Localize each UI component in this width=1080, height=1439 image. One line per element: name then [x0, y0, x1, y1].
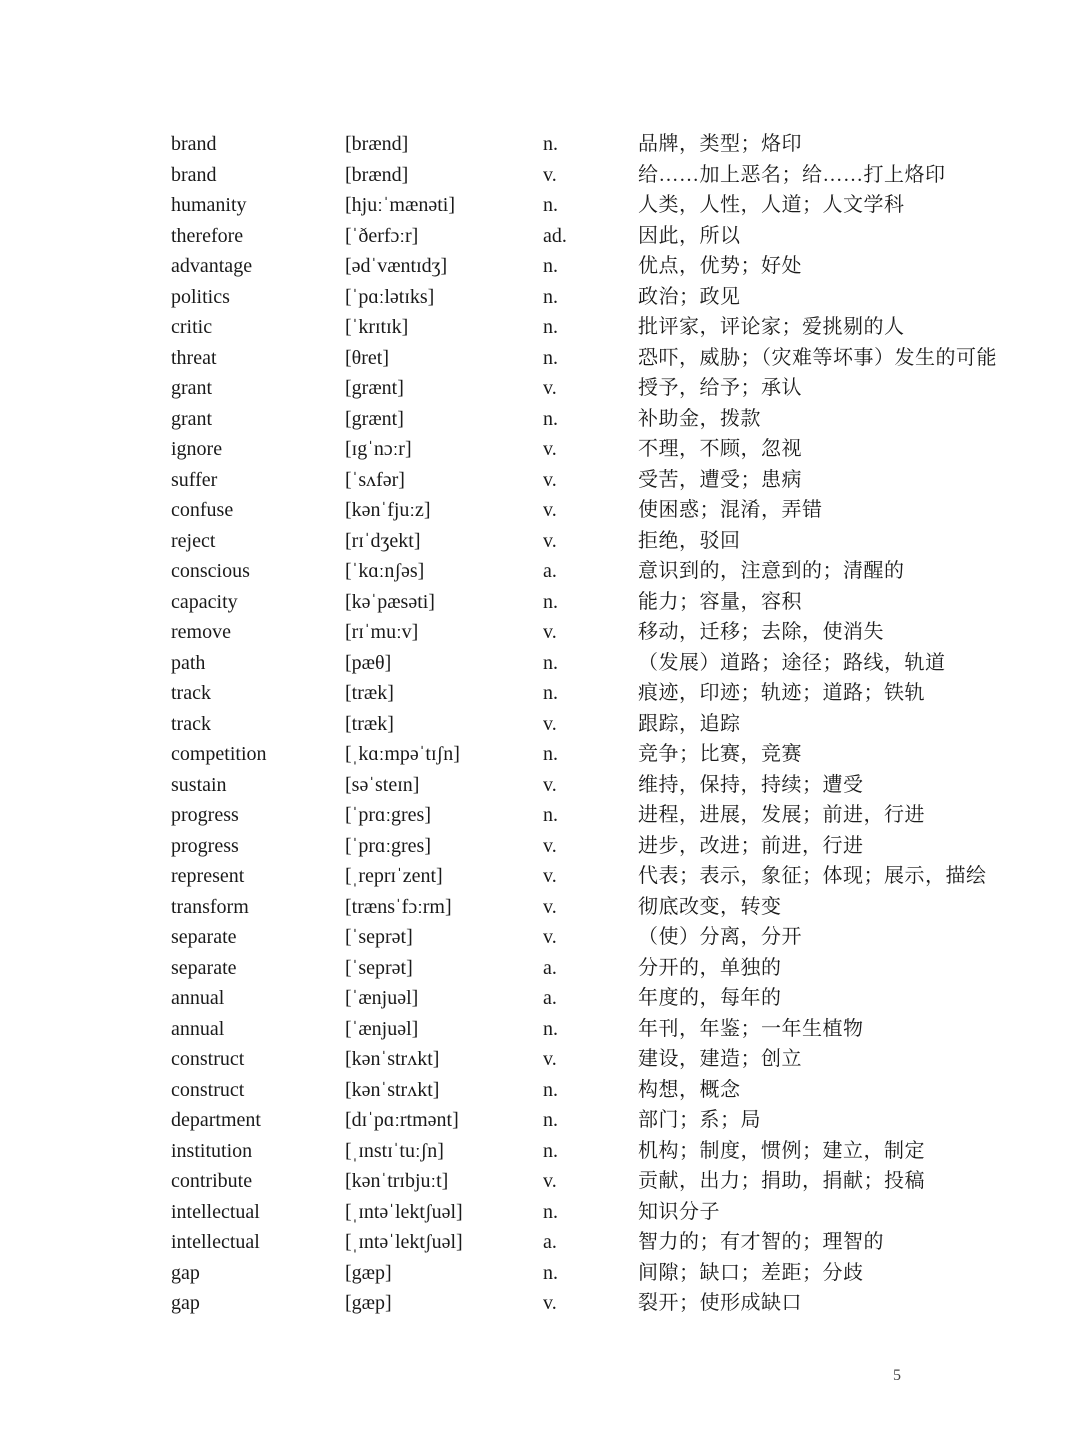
vocab-part-of-speech: a. [543, 987, 557, 1009]
vocab-row [171, 160, 1051, 191]
vocab-meaning: 不理，不顾，忽视 [638, 438, 802, 460]
vocab-phonetic: [səˈsteɪn] [345, 773, 420, 796]
vocab-word: sustain [171, 773, 227, 796]
vocab-part-of-speech: n. [543, 743, 558, 765]
vocab-meaning: 授予，给予；承认 [638, 377, 802, 399]
vocab-phonetic: [ˈkɑːnʃəs] [345, 560, 425, 582]
vocab-word: represent [171, 865, 245, 887]
vocab-word: contribute [171, 1170, 253, 1192]
vocab-row [171, 1197, 1051, 1228]
vocab-part-of-speech: n. [543, 1139, 558, 1162]
vocab-part-of-speech: n. [543, 407, 558, 430]
vocab-phonetic: [ˌɪntəˈlektʃuəl] [345, 1231, 463, 1253]
vocab-part-of-speech: v. [543, 1292, 557, 1314]
vocab-row [171, 526, 1051, 557]
vocab-word: critic [171, 316, 213, 338]
vocab-part-of-speech: n. [543, 316, 558, 338]
vocab-phonetic: [ˈseprət] [345, 956, 413, 979]
vocab-row [171, 770, 1051, 801]
vocab-word: progress [171, 834, 239, 857]
vocab-part-of-speech: n. [543, 651, 558, 674]
vocab-meaning: 贡献，出力；捐助，捐献；投稿 [638, 1170, 925, 1192]
vocab-part-of-speech: v. [543, 621, 557, 643]
vocab-meaning: 间隙；缺口；差距；分歧 [638, 1261, 864, 1284]
vocab-phonetic: [ˌreprɪˈzent] [345, 865, 443, 887]
vocab-row [171, 404, 1051, 435]
vocab-word: suffer [171, 468, 218, 491]
vocab-word: institution [171, 1139, 253, 1162]
vocab-meaning: 政治；政见 [638, 285, 741, 308]
vocab-row [171, 1075, 1051, 1106]
vocab-part-of-speech: a. [543, 1231, 557, 1253]
vocab-meaning: 使困惑；混淆，弄错 [638, 499, 823, 521]
vocabulary-table [171, 129, 1051, 1319]
vocab-meaning: （发展）道路；途径；路线，轨道 [638, 651, 946, 674]
vocab-row [171, 922, 1051, 953]
vocab-word: gap [171, 1261, 200, 1284]
vocab-row [171, 190, 1051, 221]
vocab-part-of-speech: v. [543, 163, 557, 186]
vocab-word: confuse [171, 499, 234, 521]
vocab-row [171, 739, 1051, 770]
vocab-part-of-speech: a. [543, 560, 557, 582]
vocab-word: track [171, 712, 211, 735]
vocab-part-of-speech: n. [543, 1109, 558, 1131]
vocab-row [171, 953, 1051, 984]
vocab-meaning: 部门；系；局 [638, 1109, 761, 1131]
vocab-word: transform [171, 895, 249, 918]
vocab-word: therefore [171, 224, 244, 247]
vocab-part-of-speech: v. [543, 773, 557, 796]
vocab-part-of-speech: v. [543, 1170, 557, 1192]
vocab-phonetic: [ˈænjuəl] [345, 987, 419, 1009]
vocab-part-of-speech: v. [543, 499, 557, 521]
vocab-word: progress [171, 804, 239, 826]
vocab-meaning: 年度的，每年的 [638, 987, 782, 1009]
vocab-phonetic: [trænsˈfɔːrm] [345, 895, 452, 918]
vocab-part-of-speech: v. [543, 834, 557, 857]
vocab-row [171, 709, 1051, 740]
vocab-phonetic: [grænt] [345, 377, 404, 399]
vocab-phonetic: [rɪˈmuːv] [345, 621, 419, 643]
vocab-row [171, 678, 1051, 709]
vocab-phonetic: [pæθ] [345, 651, 392, 674]
vocab-meaning: 恐吓，威胁；（灾难等坏事）发生的可能 [638, 346, 997, 369]
vocab-part-of-speech: n. [543, 194, 558, 216]
vocab-row [171, 373, 1051, 404]
vocab-word: annual [171, 1017, 225, 1040]
vocab-word: separate [171, 956, 237, 979]
vocab-part-of-speech: ad. [543, 224, 567, 247]
vocab-word: annual [171, 987, 225, 1009]
vocab-phonetic: [ˈprɑːgres] [345, 834, 431, 857]
vocab-phonetic: [rɪˈdʒekt] [345, 529, 421, 552]
vocab-phonetic: [grænt] [345, 407, 404, 430]
vocab-phonetic: [kəˈpæsəti] [345, 590, 435, 613]
vocab-phonetic: [ˈprɑːgres] [345, 804, 431, 826]
vocab-meaning: 维持，保持，持续；遭受 [638, 773, 864, 796]
vocab-part-of-speech: n. [543, 1261, 558, 1284]
vocab-row [171, 1166, 1051, 1197]
vocab-meaning: （使）分离，分开 [638, 926, 802, 948]
vocab-word: track [171, 682, 211, 704]
vocab-row [171, 800, 1051, 831]
vocab-row [171, 587, 1051, 618]
vocab-row [171, 1227, 1051, 1258]
vocab-part-of-speech: n. [543, 1017, 558, 1040]
vocab-part-of-speech: n. [543, 133, 558, 155]
vocab-meaning: 代表；表示，象征；体现；展示，描绘 [638, 865, 987, 887]
vocab-word: threat [171, 346, 217, 369]
vocab-word: capacity [171, 590, 238, 613]
vocab-phonetic: [ˈsʌfər] [345, 468, 405, 491]
vocab-row [171, 129, 1051, 160]
vocab-row [171, 1014, 1051, 1045]
vocab-row [171, 1258, 1051, 1289]
vocab-phonetic: [brænd] [345, 133, 409, 155]
vocab-meaning: 裂开；使形成缺口 [638, 1292, 802, 1314]
vocab-word: gap [171, 1292, 200, 1314]
vocab-phonetic: [ˈseprət] [345, 926, 413, 948]
vocab-row [171, 1044, 1051, 1075]
vocab-part-of-speech: n. [543, 346, 558, 369]
vocab-word: brand [171, 163, 217, 186]
vocab-meaning: 机构；制度，惯例；建立，制定 [638, 1139, 925, 1162]
vocab-meaning: 人类，人性，人道；人文学科 [638, 194, 905, 216]
vocab-meaning: 受苦，遭受；患病 [638, 468, 802, 491]
vocab-part-of-speech: v. [543, 865, 557, 887]
vocab-word: ignore [171, 438, 223, 460]
vocab-phonetic: [træk] [345, 712, 394, 735]
vocab-word: construct [171, 1048, 245, 1070]
vocab-meaning: 分开的，单独的 [638, 956, 782, 979]
vocab-part-of-speech: n. [543, 682, 558, 704]
vocab-phonetic: [kənˈstrʌkt] [345, 1078, 440, 1101]
vocab-row [171, 1105, 1051, 1136]
vocab-meaning: 痕迹，印迹；轨迹；道路；铁轨 [638, 682, 925, 704]
vocab-row [171, 861, 1051, 892]
vocab-row [171, 617, 1051, 648]
vocab-part-of-speech: v. [543, 468, 557, 491]
vocab-word: intellectual [171, 1200, 260, 1223]
vocab-meaning: 年刊，年鉴；一年生植物 [638, 1017, 864, 1040]
vocab-part-of-speech: n. [543, 1078, 558, 1101]
vocab-word: reject [171, 529, 216, 552]
vocab-row [171, 1288, 1051, 1319]
vocab-meaning: 批评家，评论家；爱挑剔的人 [638, 316, 905, 338]
vocab-meaning: 能力；容量，容积 [638, 590, 802, 613]
vocab-phonetic: [ɪgˈnɔːr] [345, 438, 412, 460]
vocab-row [171, 465, 1051, 496]
vocab-meaning: 意识到的，注意到的；清醒的 [638, 560, 905, 582]
vocab-phonetic: [ˈðerfɔːr] [345, 224, 419, 247]
vocab-row [171, 1136, 1051, 1167]
vocab-meaning: 建设，建造；创立 [638, 1048, 802, 1070]
vocab-word: grant [171, 407, 213, 430]
vocab-part-of-speech: v. [543, 712, 557, 735]
vocab-phonetic: [ˈænjuəl] [345, 1017, 419, 1040]
vocab-meaning: 优点，优势；好处 [638, 255, 802, 277]
vocab-row [171, 495, 1051, 526]
vocab-word: department [171, 1109, 261, 1131]
vocab-row [171, 434, 1051, 465]
vocab-part-of-speech: v. [543, 926, 557, 948]
vocab-meaning: 知识分子 [638, 1200, 720, 1223]
vocab-phonetic: [ˌkɑːmpəˈtɪʃn] [345, 743, 460, 765]
vocab-word: competition [171, 743, 267, 765]
vocab-meaning: 移动，迁移；去除，使消失 [638, 621, 884, 643]
vocab-meaning: 智力的；有才智的；理智的 [638, 1231, 884, 1253]
vocab-meaning: 彻底改变，转变 [638, 895, 782, 918]
vocab-word: brand [171, 133, 217, 155]
vocab-meaning: 进步，改进；前进，行进 [638, 834, 864, 857]
vocab-meaning: 构想，概念 [638, 1078, 741, 1101]
vocab-word: humanity [171, 194, 247, 216]
vocab-phonetic: [dɪˈpɑːrtmənt] [345, 1109, 459, 1131]
vocab-word: advantage [171, 255, 253, 277]
vocab-phonetic: [kənˈfjuːz] [345, 499, 431, 521]
vocab-phonetic: [brænd] [345, 163, 409, 186]
vocab-meaning: 品牌，类型；烙印 [638, 133, 802, 155]
vocab-part-of-speech: v. [543, 377, 557, 399]
vocab-row [171, 892, 1051, 923]
vocab-meaning: 因此，所以 [638, 224, 741, 247]
vocab-row [171, 831, 1051, 862]
vocab-phonetic: [gæp] [345, 1292, 392, 1314]
vocab-phonetic: [ˌɪntəˈlektʃuəl] [345, 1200, 463, 1223]
vocab-part-of-speech: n. [543, 1200, 558, 1223]
vocab-word: remove [171, 621, 231, 643]
vocab-word: conscious [171, 560, 250, 582]
vocab-phonetic: [kənˈstrʌkt] [345, 1048, 440, 1070]
vocab-word: separate [171, 926, 237, 948]
vocab-meaning: 进程，进展，发展；前进，行进 [638, 804, 925, 826]
vocab-meaning: 补助金，拨款 [638, 407, 761, 430]
vocab-phonetic: [gæp] [345, 1261, 392, 1284]
vocab-phonetic: [ˌɪnstɪˈtuːʃn] [345, 1139, 444, 1162]
vocab-row [171, 983, 1051, 1014]
vocab-word: path [171, 651, 206, 674]
vocab-row [171, 556, 1051, 587]
vocab-phonetic: [ˈkrɪtɪk] [345, 316, 409, 338]
vocab-word: intellectual [171, 1231, 260, 1253]
vocab-meaning: 给……加上恶名；给……打上烙印 [638, 163, 946, 186]
vocab-part-of-speech: v. [543, 438, 557, 460]
vocab-row [171, 343, 1051, 374]
vocab-phonetic: [ˈpɑːlətɪks] [345, 285, 435, 308]
vocab-row [171, 282, 1051, 313]
vocab-part-of-speech: v. [543, 1048, 557, 1070]
vocab-phonetic: [θret] [345, 346, 389, 369]
vocab-phonetic: [hjuːˈmænəti] [345, 194, 455, 216]
vocab-phonetic: [kənˈtrɪbjuːt] [345, 1170, 449, 1192]
vocab-part-of-speech: n. [543, 804, 558, 826]
vocab-word: grant [171, 377, 213, 399]
vocab-row [171, 251, 1051, 282]
vocab-phonetic: [træk] [345, 682, 394, 704]
vocab-meaning: 竞争；比赛，竞赛 [638, 743, 802, 765]
page-number: 5 [893, 1367, 901, 1384]
vocab-row [171, 312, 1051, 343]
vocab-part-of-speech: n. [543, 590, 558, 613]
vocab-word: construct [171, 1078, 245, 1101]
vocab-row [171, 648, 1051, 679]
vocab-part-of-speech: n. [543, 285, 558, 308]
vocab-part-of-speech: a. [543, 956, 557, 979]
vocab-part-of-speech: n. [543, 255, 558, 277]
vocab-word: politics [171, 285, 230, 308]
vocab-part-of-speech: v. [543, 529, 557, 552]
vocab-part-of-speech: v. [543, 895, 557, 918]
vocab-meaning: 跟踪，追踪 [638, 712, 741, 735]
vocab-meaning: 拒绝，驳回 [638, 529, 741, 552]
vocab-row [171, 221, 1051, 252]
vocab-phonetic: [ədˈvæntɪdʒ] [345, 255, 448, 277]
